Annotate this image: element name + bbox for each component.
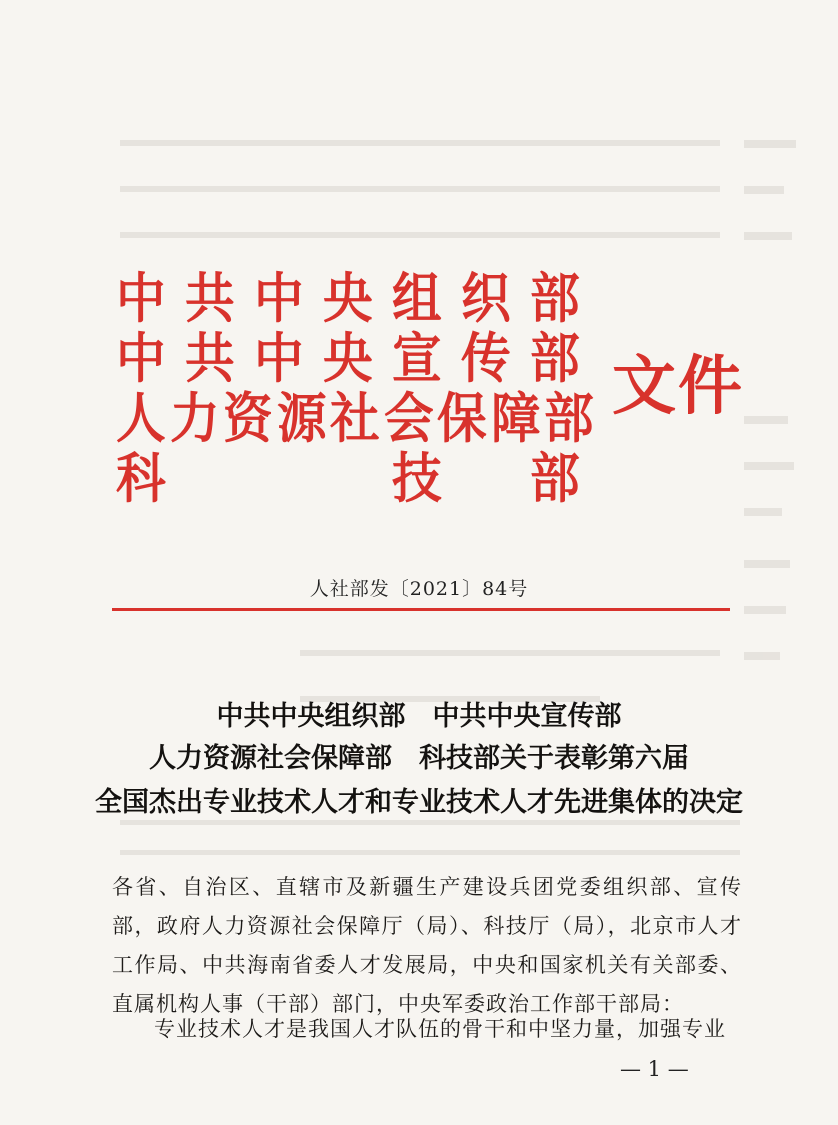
header-char: 中 [254, 326, 304, 390]
header-char: 保 [437, 386, 487, 450]
header-char: 中 [116, 266, 166, 330]
title-line-2: 人力资源社会保障部 科技部关于表彰第六届 [149, 743, 689, 774]
header-char: 技 [392, 446, 442, 510]
header-char: 组 [392, 266, 442, 330]
red-separator-line [112, 608, 730, 611]
header-dept-renshe [112, 388, 612, 448]
header-char: 传 [461, 326, 511, 390]
header-char: 宣 [392, 326, 442, 390]
header-char: 部 [544, 386, 594, 450]
header-char: 部 [530, 446, 580, 510]
header-char: 中 [254, 266, 304, 330]
header-char: 共 [185, 326, 235, 390]
header-char: 部 [530, 266, 580, 330]
body-paragraph: 专业技术人才是我国人才队伍的骨干和中坚力量，加强专业 [154, 1017, 726, 1041]
header-wenjian: 文件 [612, 349, 744, 424]
header-char: 社 [330, 386, 380, 450]
header-dept-xuanchuan [112, 328, 612, 388]
header-char: 障 [490, 386, 541, 450]
header-char: 力 [169, 386, 220, 450]
header-char: 共 [185, 266, 235, 330]
header-char: 部 [530, 326, 580, 390]
header-dept-keji [112, 448, 612, 508]
header-char: 源 [276, 386, 327, 450]
header-char: 科 [116, 446, 166, 510]
header-char: 织 [461, 266, 511, 330]
title-line-1: 中共中央组织部 中共中央宣传部 [216, 701, 622, 732]
page-number: — 1 — [620, 1057, 689, 1081]
header-dept-zuzhi [112, 268, 612, 328]
header-char: 会 [383, 386, 434, 450]
header-char: 中 [116, 326, 166, 390]
addressees-paragraph: 各省、自治区、直辖市及新疆生产建设兵团党委组织部、宣传部，政府人力资源社会保障厅（局）、科技厅（局），北京市人才工作局、中共海南省委人才发展局，中央和国家机关有关部委、直属机构人事（干部）部门，中央军委政治工作部干部局： [112, 875, 742, 1016]
header-char: 央 [323, 266, 373, 330]
header-char: 人 [116, 386, 166, 450]
title-line-3: 全国杰出专业技术人才和专业技术人才先进集体的决定 [95, 787, 743, 818]
document-number: 人社部发〔2021〕84号 [309, 578, 529, 600]
header-char: 资 [223, 386, 273, 450]
header-char: 央 [323, 326, 373, 390]
